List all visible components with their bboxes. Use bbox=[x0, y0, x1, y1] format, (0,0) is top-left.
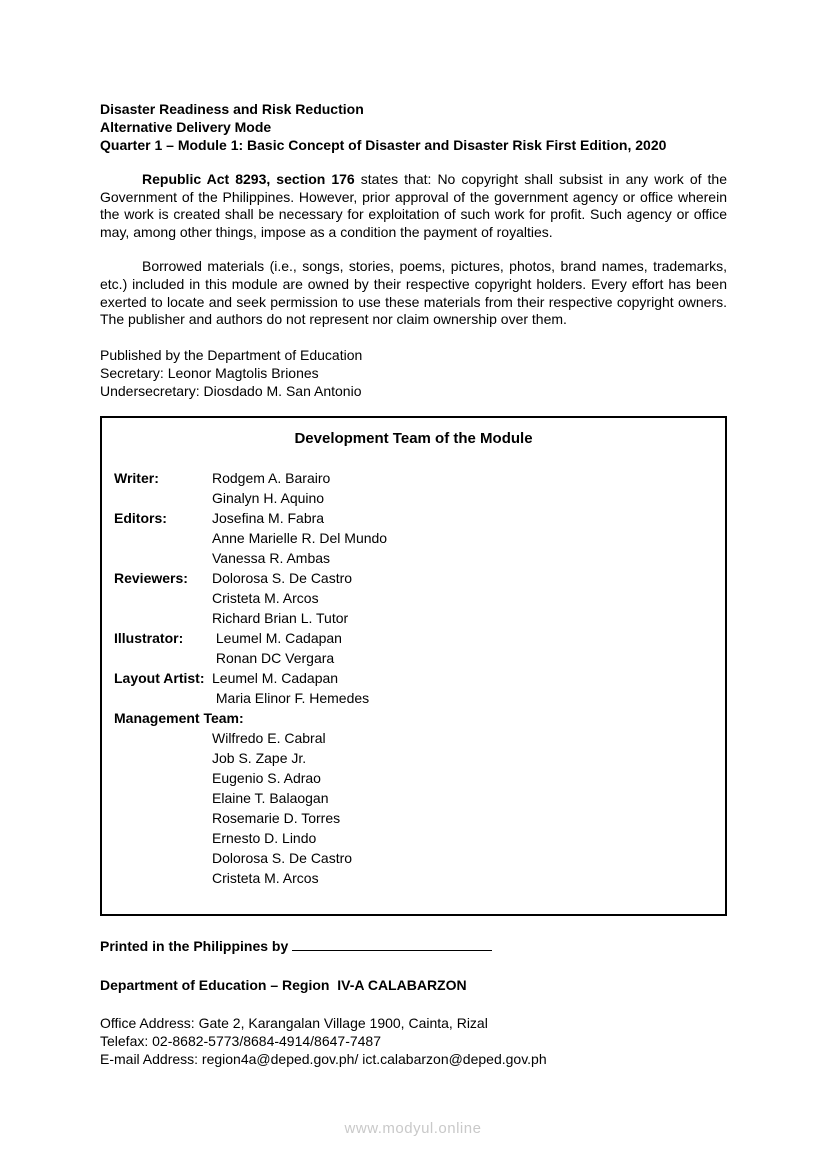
team-member-name: Elaine T. Balaogan bbox=[212, 789, 329, 806]
team-member-name: Ronan DC Vergara bbox=[212, 649, 335, 666]
module-edition: Quarter 1 – Module 1: Basic Concept of Disaster and Disaster Risk First Edition, 2020 bbox=[100, 137, 667, 153]
team-role-label bbox=[114, 768, 212, 788]
team-role-label bbox=[114, 648, 212, 668]
team-role-label bbox=[114, 548, 212, 568]
team-role-label bbox=[114, 488, 212, 508]
team-role-label bbox=[114, 808, 212, 828]
team-member-name: Anne Marielle R. Del Mundo bbox=[212, 529, 388, 546]
publisher-block bbox=[100, 346, 727, 400]
team-role-label: Management Team: bbox=[114, 709, 244, 726]
undersecretary-line: Undersecretary: Diosdado M. San Antonio bbox=[100, 382, 362, 399]
module-header bbox=[100, 100, 727, 154]
team-row bbox=[114, 728, 713, 748]
copyright-paragraph bbox=[100, 171, 727, 241]
team-role-label: Layout Artist: bbox=[114, 669, 205, 686]
development-team-list bbox=[114, 468, 713, 888]
team-member-name: Maria Elinor F. Hemedes bbox=[212, 689, 370, 706]
team-row bbox=[114, 808, 713, 828]
team-row bbox=[114, 668, 713, 688]
email-address-line: E-mail Address: region4a@deped.gov.ph/ ict.calabarzon@deped.gov.ph bbox=[100, 1050, 547, 1067]
team-row bbox=[114, 548, 713, 568]
team-row bbox=[114, 788, 713, 808]
team-row bbox=[114, 868, 713, 888]
team-member-name: Rosemarie D. Torres bbox=[212, 809, 341, 826]
team-role-label: Illustrator: bbox=[114, 629, 184, 646]
blank-underline bbox=[292, 938, 492, 951]
team-row bbox=[114, 748, 713, 768]
team-role-label bbox=[114, 848, 212, 868]
module-delivery-mode: Alternative Delivery Mode bbox=[100, 119, 272, 135]
team-row bbox=[114, 588, 713, 608]
team-row bbox=[114, 568, 713, 588]
team-member-name: Rodgem A. Barairo bbox=[212, 469, 331, 486]
republic-act-reference: Republic Act 8293, section 176 bbox=[142, 171, 355, 187]
team-row bbox=[114, 828, 713, 848]
team-member-name: Vanessa R. Ambas bbox=[212, 549, 331, 566]
team-role-label bbox=[114, 588, 212, 608]
telefax-line: Telefax: 02-8682-5773/8684-4914/8647-7487 bbox=[100, 1032, 382, 1049]
team-role-label bbox=[114, 828, 212, 848]
watermark: www.modyul.online bbox=[344, 1120, 482, 1137]
team-row bbox=[114, 688, 713, 708]
secretary-line: Secretary: Leonor Magtolis Briones bbox=[100, 364, 319, 381]
team-role-label bbox=[114, 688, 212, 708]
team-role-label bbox=[114, 868, 212, 888]
team-member-name: Cristeta M. Arcos bbox=[212, 869, 319, 886]
team-role-label bbox=[114, 748, 212, 768]
team-role-label bbox=[114, 608, 212, 628]
office-address-line: Office Address: Gate 2, Karangalan Village 1900, Cainta, Rizal bbox=[100, 1014, 488, 1031]
team-row bbox=[114, 608, 713, 628]
team-member-name: Josefina M. Fabra bbox=[212, 509, 325, 526]
team-row bbox=[114, 528, 713, 548]
team-member-name: Richard Brian L. Tutor bbox=[212, 609, 349, 626]
department-region-line: Department of Education – Region IV-A CALABARZON bbox=[100, 976, 467, 993]
team-role-label: Writer: bbox=[114, 469, 159, 486]
team-role-label bbox=[114, 728, 212, 748]
team-member-name: Leumel M. Cadapan bbox=[212, 669, 339, 686]
team-role-label bbox=[114, 788, 212, 808]
development-team-box bbox=[100, 416, 727, 916]
printed-in-label: Printed in the Philippines by bbox=[100, 937, 289, 954]
published-by-line: Published by the Department of Education bbox=[100, 346, 363, 363]
team-row bbox=[114, 768, 713, 788]
development-team-title: Development Team of the Module bbox=[294, 429, 533, 447]
team-row bbox=[114, 648, 713, 668]
module-title: Disaster Readiness and Risk Reduction bbox=[100, 101, 364, 117]
team-row bbox=[114, 508, 713, 528]
team-role-label bbox=[114, 528, 212, 548]
team-member-name: Dolorosa S. De Castro bbox=[212, 849, 353, 866]
team-role-label: Editors: bbox=[114, 509, 167, 526]
team-role-label: Reviewers: bbox=[114, 569, 188, 586]
team-member-name: Cristeta M. Arcos bbox=[212, 589, 319, 606]
team-member-name: Ernesto D. Lindo bbox=[212, 829, 317, 846]
team-row bbox=[114, 708, 713, 728]
team-row bbox=[114, 628, 713, 648]
team-member-name: Wilfredo E. Cabral bbox=[212, 729, 326, 746]
team-member-name: Ginalyn H. Aquino bbox=[212, 489, 325, 506]
team-row bbox=[114, 468, 713, 488]
borrowed-materials-paragraph: Borrowed materials (i.e., songs, stories, poems, pictures, photos, brand names, trademarks, etc.) included in this module are owned by their respective copyright holders. Every effort has been exerted to locate and seek permission to use these materials from their respective copyright owners. The publisher and authors do not represent nor claim ownership over them. bbox=[100, 258, 727, 328]
team-member-name: Job S. Zape Jr. bbox=[212, 749, 307, 766]
team-member-name: Dolorosa S. De Castro bbox=[212, 569, 353, 586]
team-row bbox=[114, 488, 713, 508]
team-row bbox=[114, 848, 713, 868]
team-member-name: Eugenio S. Adrao bbox=[212, 769, 321, 786]
copyright-paragraph-text: states that: No copyright shall subsist in any work of the Government of the Philippines. However, prior approval of the government agency or office wherein the work is created shall be necessary for exploitation of such work for profit. Such agency or office may, among other things, impose as a condition the payment of royalties. bbox=[100, 171, 727, 240]
printed-in-line bbox=[100, 937, 727, 955]
team-member-name: Leumel M. Cadapan bbox=[212, 629, 342, 646]
contact-block bbox=[100, 1014, 727, 1068]
